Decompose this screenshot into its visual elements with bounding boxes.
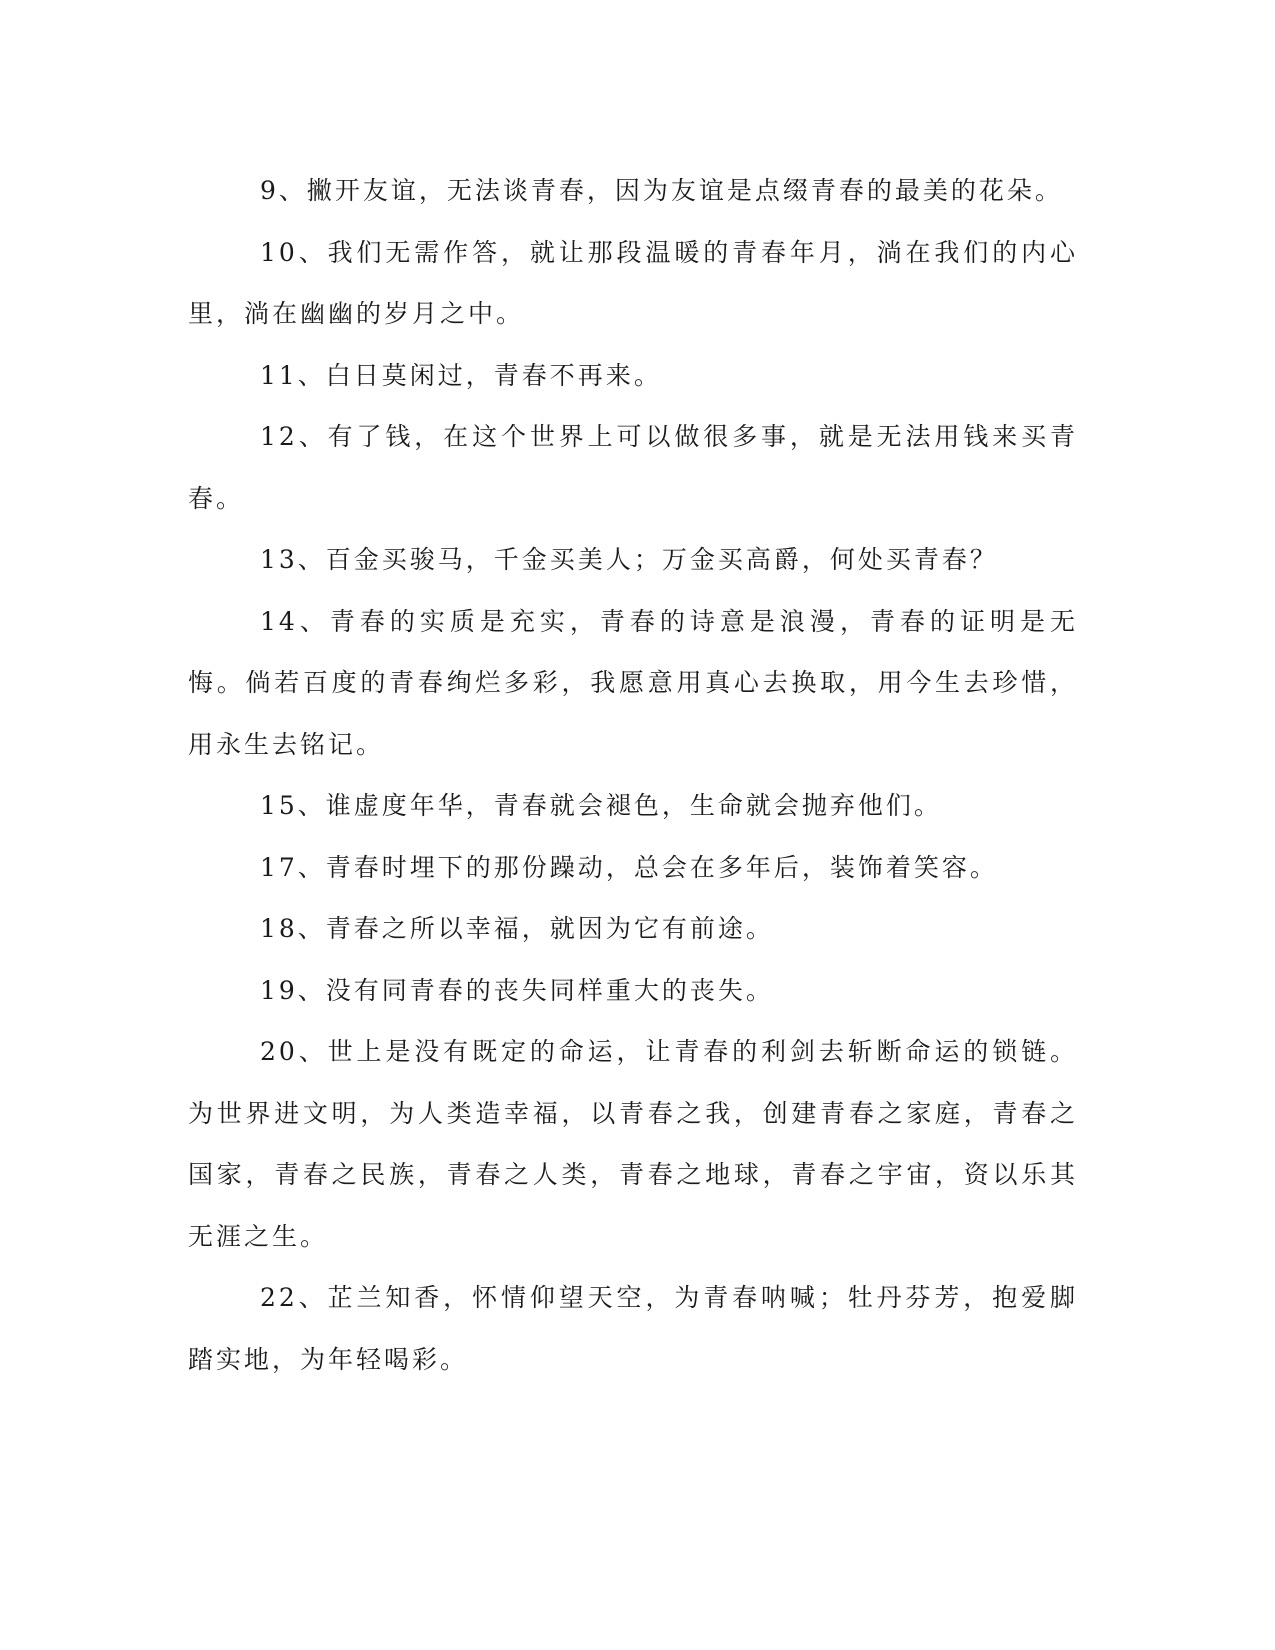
paragraph-19: 19、没有同青春的丧失同样重大的丧失。	[260, 975, 774, 1005]
paragraph-22: 22、芷兰知香，怀情仰望天空，为青春呐喊；牡丹芬芳，抱爱脚踏实地，为年轻喝彩。	[188, 1283, 1078, 1374]
paragraph-9: 9、撇开友谊，无法谈青春，因为友谊是点缀青春的最美的花朵。	[260, 176, 1063, 205]
paragraph-11: 11、白日莫闲过，青春不再来。	[260, 360, 662, 390]
paragraph-10: 10、我们无需作答，就让那段温暖的青春年月，淌在我们的内心里，淌在幽幽的岁月之中。	[188, 237, 1078, 328]
paragraph-13: 13、百金买骏马，千金买美人；万金买高爵，何处买青春？	[260, 545, 998, 574]
document-body	[188, 160, 1078, 1390]
paragraph-12: 12、有了钱，在这个世界上可以做很多事，就是无法用钱来买青春。	[188, 422, 1078, 513]
paragraph-14: 14、青春的实质是充实，青春的诗意是浪漫，青春的证明是无悔。倘若百度的青春绚烂多彩，我愿意用真心去换取，用今生去珍惜，用永生去铭记。	[188, 606, 1078, 759]
paragraph-20: 20、世上是没有既定的命运，让青春的利剑去斩断命运的锁链。为世界进文明，为人类造幸福，以青春之我，创建青春之家庭，青春之国家，青春之民族，青春之人类，青春之地球，青春之宇宙，资以乐其无涯之生。	[188, 1037, 1078, 1251]
paragraph-17: 17、青春时埋下的那份躁动，总会在多年后，装饰着笑容。	[260, 852, 998, 882]
paragraph-15: 15、谁虚度年华，青春就会褪色，生命就会抛弃他们。	[260, 791, 942, 820]
paragraph-18: 18、青春之所以幸福，就因为它有前途。	[260, 914, 774, 943]
